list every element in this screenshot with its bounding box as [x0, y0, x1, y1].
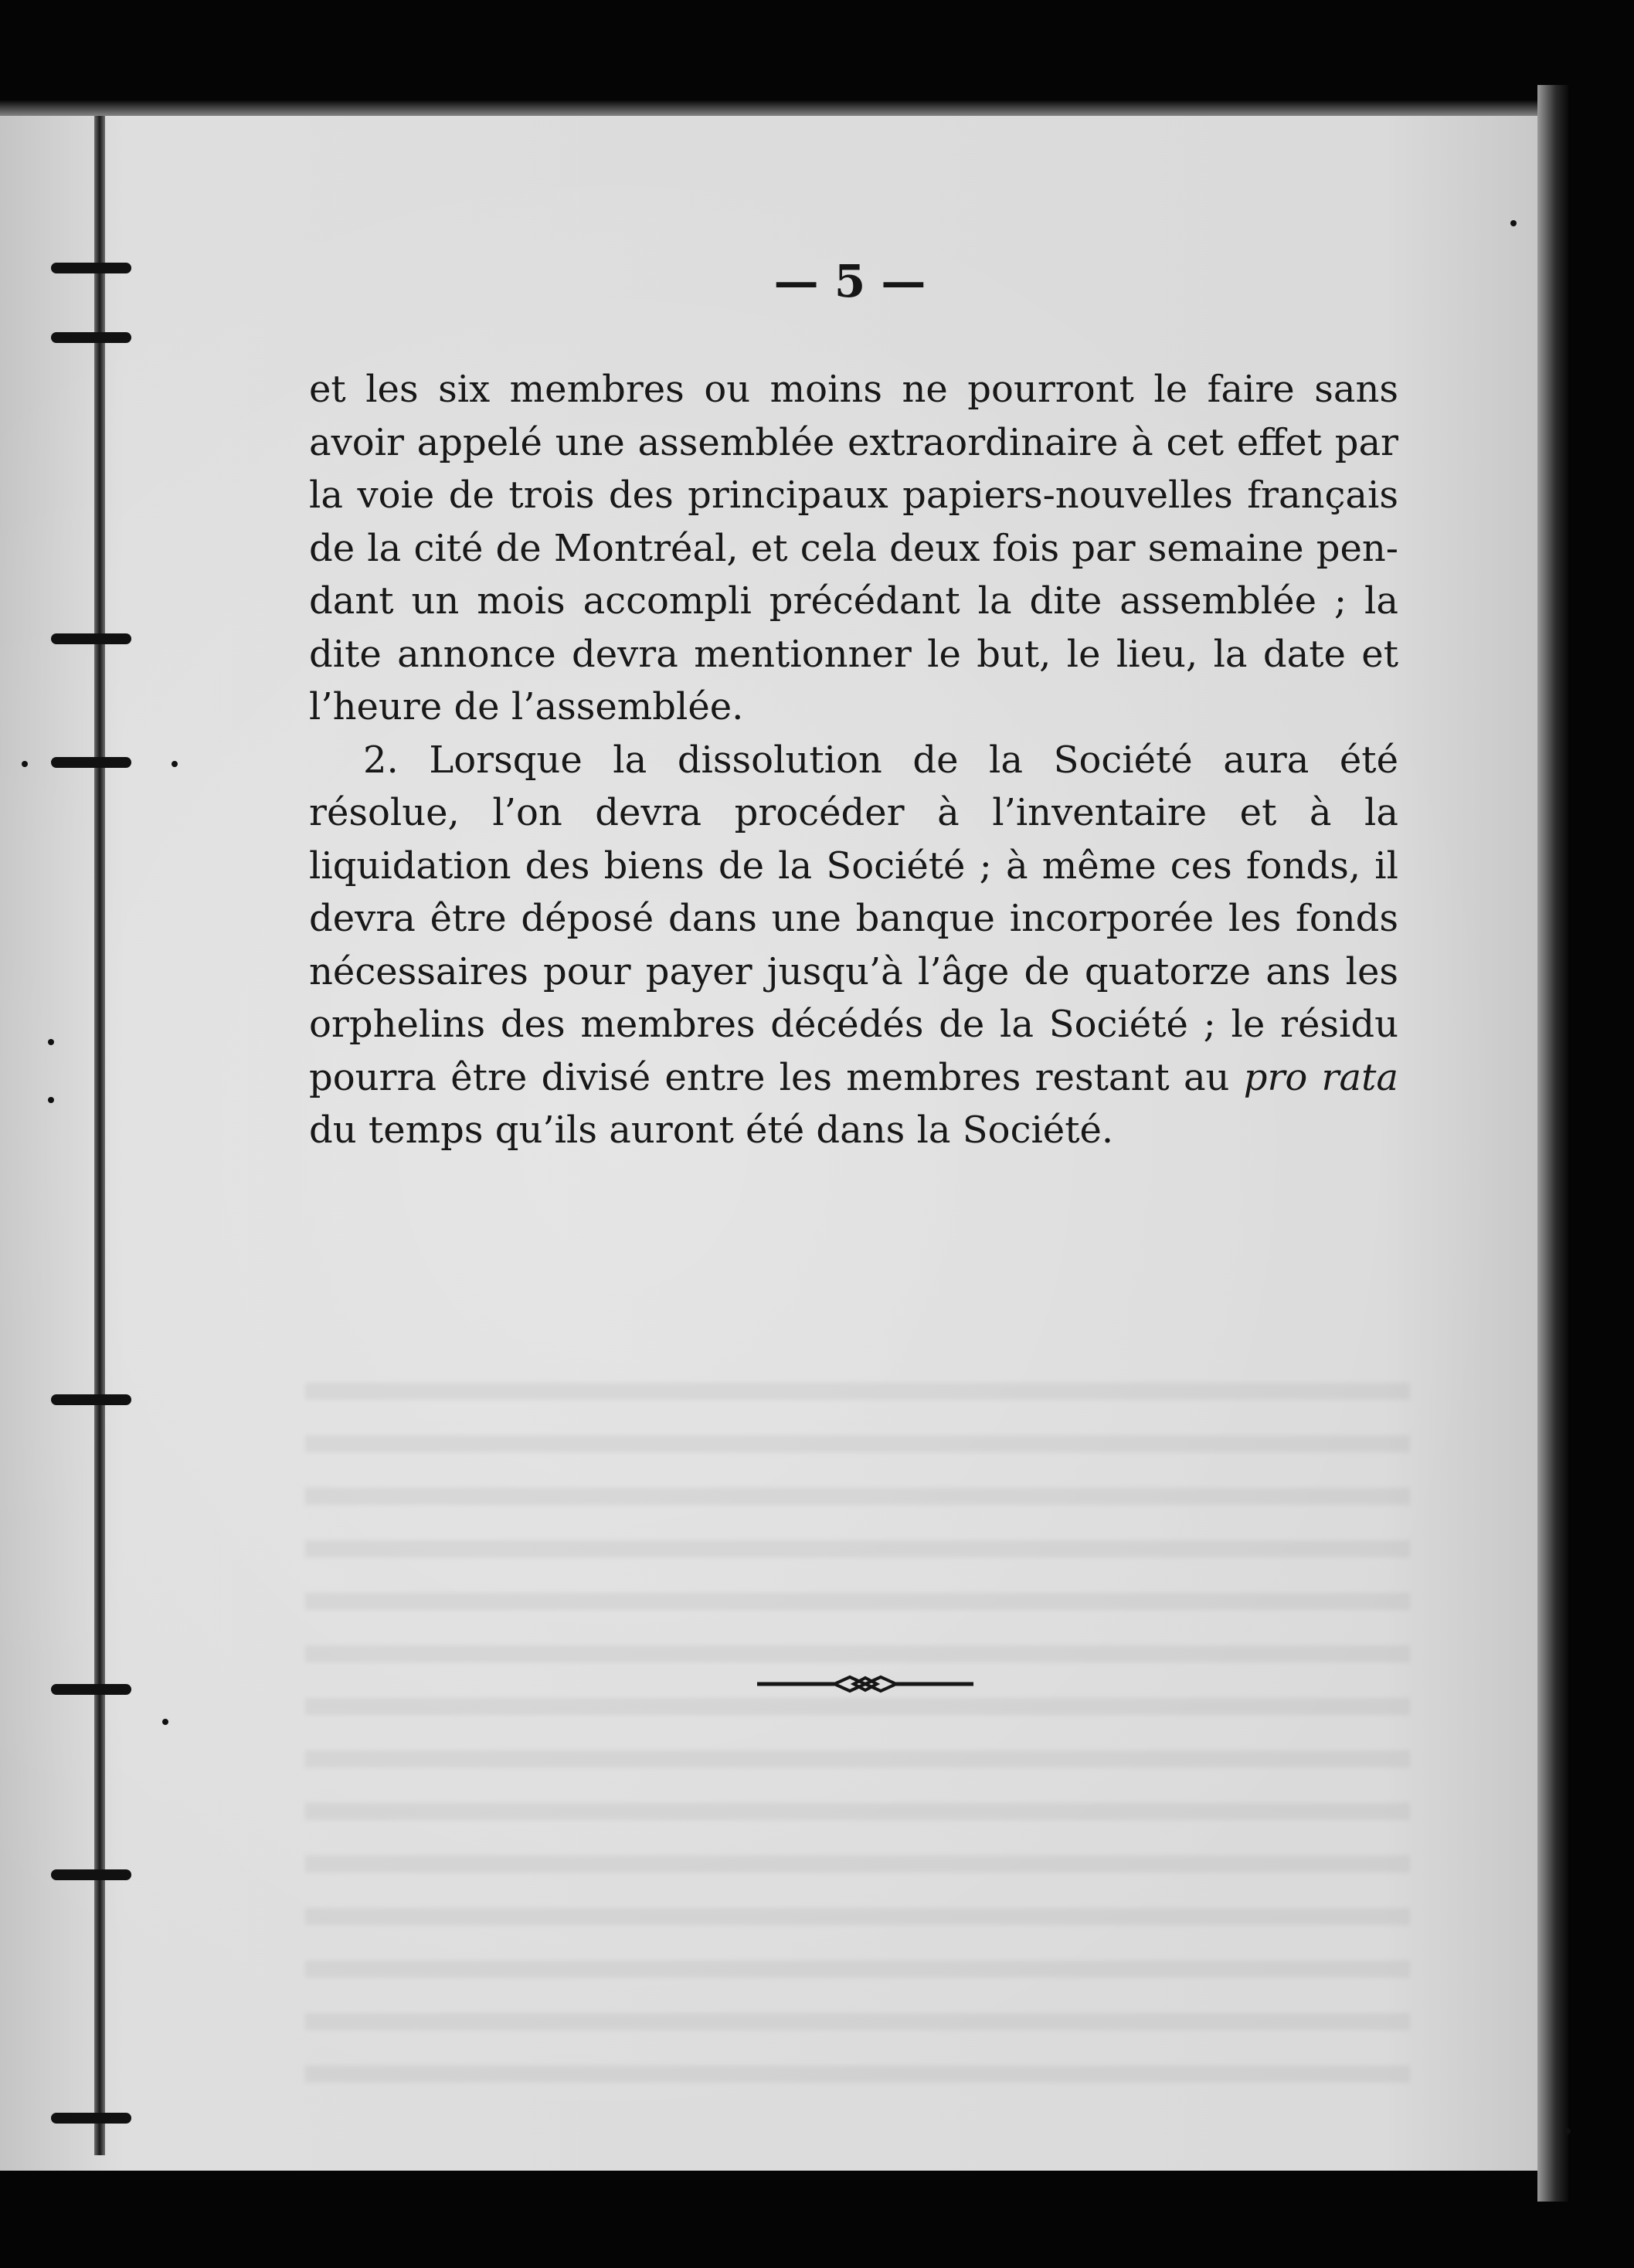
- dust-speck: [162, 1719, 168, 1725]
- binding-stitch: [51, 2113, 131, 2124]
- binding-stitch: [51, 263, 131, 273]
- dust-speck: [1564, 2128, 1571, 2134]
- binding-stitch: [51, 757, 131, 768]
- latin-phrase: pro rata: [1243, 1055, 1398, 1099]
- ornament-flourish: [757, 1669, 973, 1699]
- dust-speck: [48, 1039, 54, 1045]
- dust-speck: [172, 761, 178, 767]
- binding-stitch: [51, 1394, 131, 1405]
- page-number: — 5 —: [773, 255, 926, 307]
- binding-thread: [94, 116, 105, 2155]
- binding-stitch: [51, 1869, 131, 1880]
- binding-stitch: [51, 332, 131, 343]
- paragraph-1: et les six membres ou moins ne pourront le faire sans avoir appelé une assemblée extraordinaire à cet effet par la voie de trois des principaux papiers-nouvelles français de la cité de Montréal, et cela deux fois par semaine pendant un mois accompli précédant la dite assemblée ; la dite annonce devra mentionner le but, le lieu, la date et l’heure de l’assemblée.: [309, 368, 1398, 728]
- paragraph-2: [309, 734, 1398, 1157]
- body-text: [309, 363, 1398, 1157]
- dust-speck: [22, 761, 28, 767]
- page-right-edge: [1537, 85, 1568, 2202]
- binding-stitch: [51, 1684, 131, 1695]
- dust-speck: [48, 1097, 54, 1103]
- binding-stitch: [51, 633, 131, 644]
- show-through-text: [305, 1383, 1410, 2093]
- dust-speck: [1510, 220, 1517, 226]
- paragraph-2-text-end: du temps qu’ils auront été dans la Société.: [309, 1109, 1114, 1152]
- paragraph-2-text: 2. Lorsque la dissolution de la Société aura été résolue, l’on devra procéder à l’inventaire et à la liquidation des biens de la Société ; à même ces fonds, il devra être déposé dans une banque incorporée les fonds nécessaires pour payer jusqu’à l’âge de quatorze ans les orphelins des membres décédés de la Société ; le résidu pourra être divisé entre les membres restant au: [309, 738, 1398, 1099]
